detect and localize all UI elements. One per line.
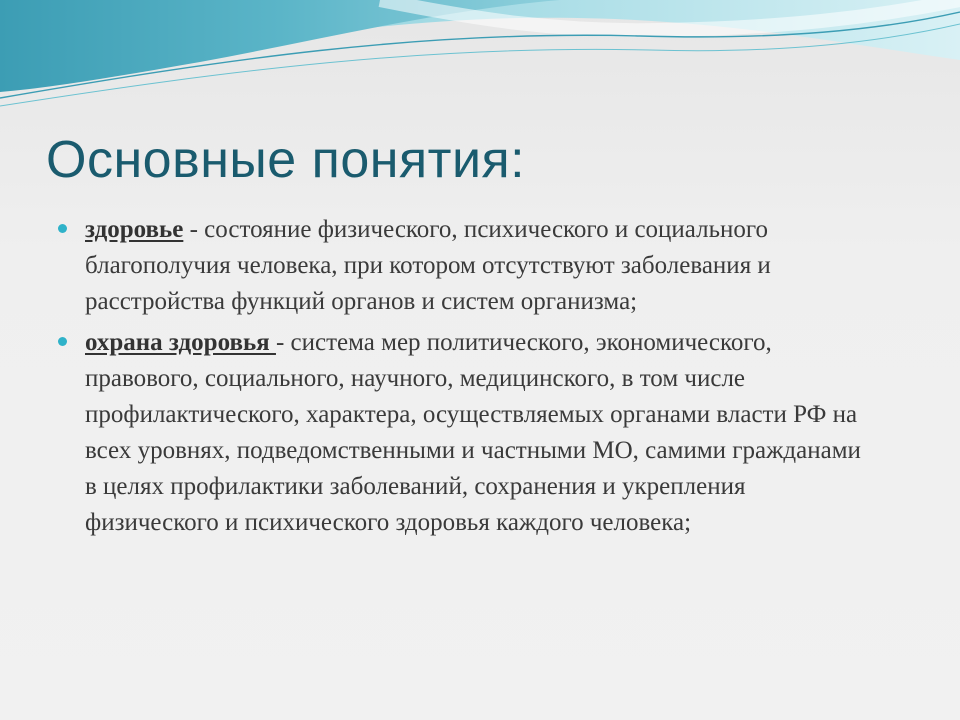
definition-item-health xyxy=(58,212,878,320)
definition-list xyxy=(58,212,878,546)
definition-item-health-protection xyxy=(58,325,878,541)
term-health-protection: охрана здоровья xyxy=(85,329,276,356)
term-health: здоровье xyxy=(85,216,184,243)
bullet-dot-icon xyxy=(58,337,67,346)
slide-title: Основные понятия: xyxy=(46,131,526,189)
bullet-dot-icon xyxy=(58,224,67,233)
definition-health-protection: - система мер политического, экономического, правового, социального, научного, медицинского, в том числе профилактического, характера, осуществляемых органами власти РФ на всех уровнях, подведомственными и частными МО, самими гражданами в целях профилактики заболеваний, сохранения и укрепления физического и психического здоровья каждого человека; xyxy=(85,329,861,536)
header-wave-decoration xyxy=(0,0,960,120)
definition-health: - состояние физического, психического и социального благополучия человека, при котором отсутствуют заболевания и расстройства функций органов и систем организма; xyxy=(85,216,771,315)
